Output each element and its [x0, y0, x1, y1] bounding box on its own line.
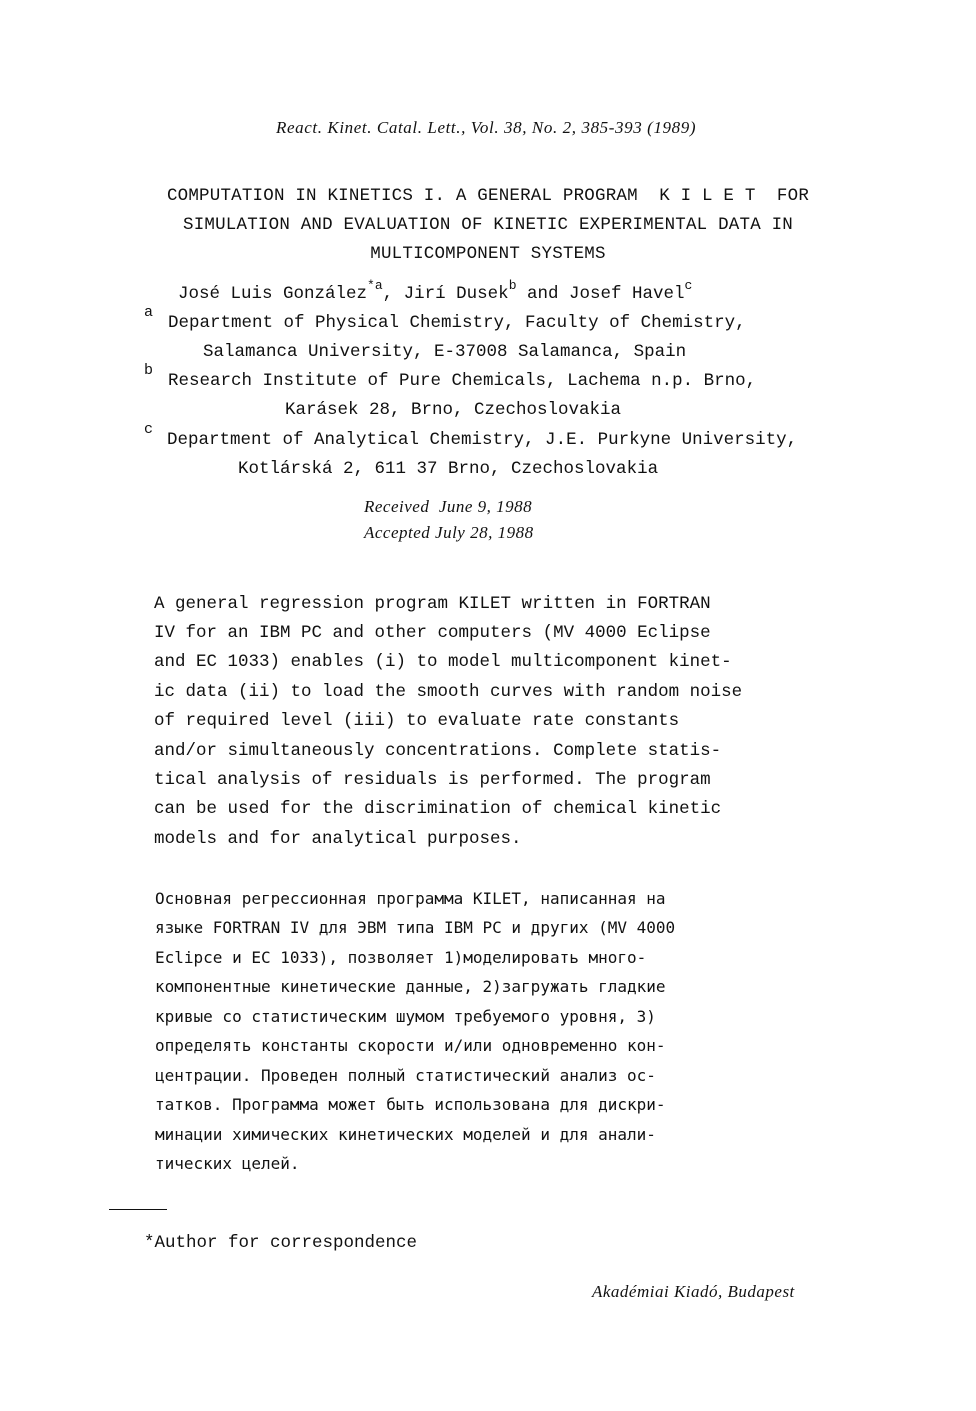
abstract-ru-line: определять константы скорости и/или одновременно кон- [155, 1036, 666, 1055]
abstract-ru-line: Eclipce и EC 1033), позволяет 1)моделировать много- [155, 948, 647, 967]
journal-citation: React. Kinet. Catal. Lett., Vol. 38, No. 2, 385-393 (1989) [276, 118, 697, 137]
affiliation-c-line-2: Kotlárská 2, 611 37 Brno, Czechoslovakia [238, 459, 659, 479]
affiliation-a-line-2: Salamanca University, E-37008 Salamanca, Spain [203, 342, 687, 362]
abstract-en-line: can be used for the discrimination of chemical kinetic [154, 799, 722, 819]
affiliation-b-line-2: Karásek 28, Brno, Czechoslovakia [285, 400, 622, 420]
affiliation-mark-c: c [144, 421, 154, 438]
abstract-ru-line: центрации. Проведен полный статистический анализ ос- [155, 1066, 656, 1085]
abstract-en-line: and/or simultaneously concentrations. Complete statis- [154, 741, 722, 761]
received-date: Received June 9, 1988 [364, 497, 533, 516]
affiliation-mark-a: a [144, 304, 154, 321]
footnote-correspondence: *Author for correspondence [144, 1233, 418, 1253]
abstract-en-line: IV for an IBM PC and other computers (MV 4000 Eclipse [154, 623, 711, 643]
abstract-ru-line: тических целей. [155, 1154, 300, 1173]
abstract-en-line: tical analysis of residuals is performed. The program [154, 770, 711, 790]
abstract-ru-line: минации химических кинетических моделей и для анали- [155, 1125, 656, 1144]
author-separator: and [516, 284, 570, 304]
affiliation-b-line-1: Research Institute of Pure Chemicals, Lachema n.p. Brno, [168, 371, 757, 391]
title-line-2: SIMULATION AND EVALUATION OF KINETIC EXPERIMENTAL DATA IN [183, 215, 793, 235]
abstract-en-line: and EC 1033) enables (i) to model multicomponent kinet- [154, 652, 732, 672]
abstract-ru-line: татков. Программа может быть использована для дискри- [155, 1095, 666, 1114]
affiliation-a-line-1: Department of Physical Chemistry, Faculty of Chemistry, [168, 313, 746, 333]
affiliation-c-line-1: Department of Analytical Chemistry, J.E. Purkyne University, [167, 430, 798, 450]
abstract-ru-line: кривые со статистическим шумом требуемого уровня, 3) [155, 1007, 656, 1026]
author-dusek: Jirí Dusek [403, 284, 509, 304]
title-line-3: MULTICOMPONENT SYSTEMS [370, 244, 606, 264]
abstract-ru-line: компонентные кинетические данные, 2)загружать гладкие [155, 977, 666, 996]
abstract-en-line: ic data (ii) to load the smooth curves with random noise [154, 682, 743, 702]
abstract-ru-line: языке FORTRAN IV для ЭВМ типа IBM PC и других (MV 4000 [155, 918, 676, 937]
publisher: Akadémiai Kiadó, Budapest [592, 1282, 795, 1301]
author-havel: Josef Havel [569, 284, 685, 304]
author-mark-c: c [684, 278, 693, 294]
accepted-date: Accepted July 28, 1988 [364, 523, 534, 542]
title-line-1: COMPUTATION IN KINETICS I. A GENERAL PROGRAM K I L E T FOR [166, 186, 810, 206]
affiliation-mark-b: b [144, 362, 154, 379]
abstract-ru-line: Основная регрессионная программа KILET, написанная на [155, 889, 666, 908]
abstract-en-line: of required level (iii) to evaluate rate constants [154, 711, 680, 731]
abstract-en-line: models and for analytical purposes. [154, 829, 522, 849]
author-mark-b: b [508, 278, 517, 294]
footnote-rule [109, 1209, 167, 1210]
author-mark-a: *a [367, 278, 383, 294]
author-separator: , [382, 284, 404, 304]
author-gonzalez: José Luis González [178, 284, 368, 304]
abstract-en-line: A general regression program KILET written in FORTRAN [154, 594, 711, 614]
authors [178, 278, 693, 304]
